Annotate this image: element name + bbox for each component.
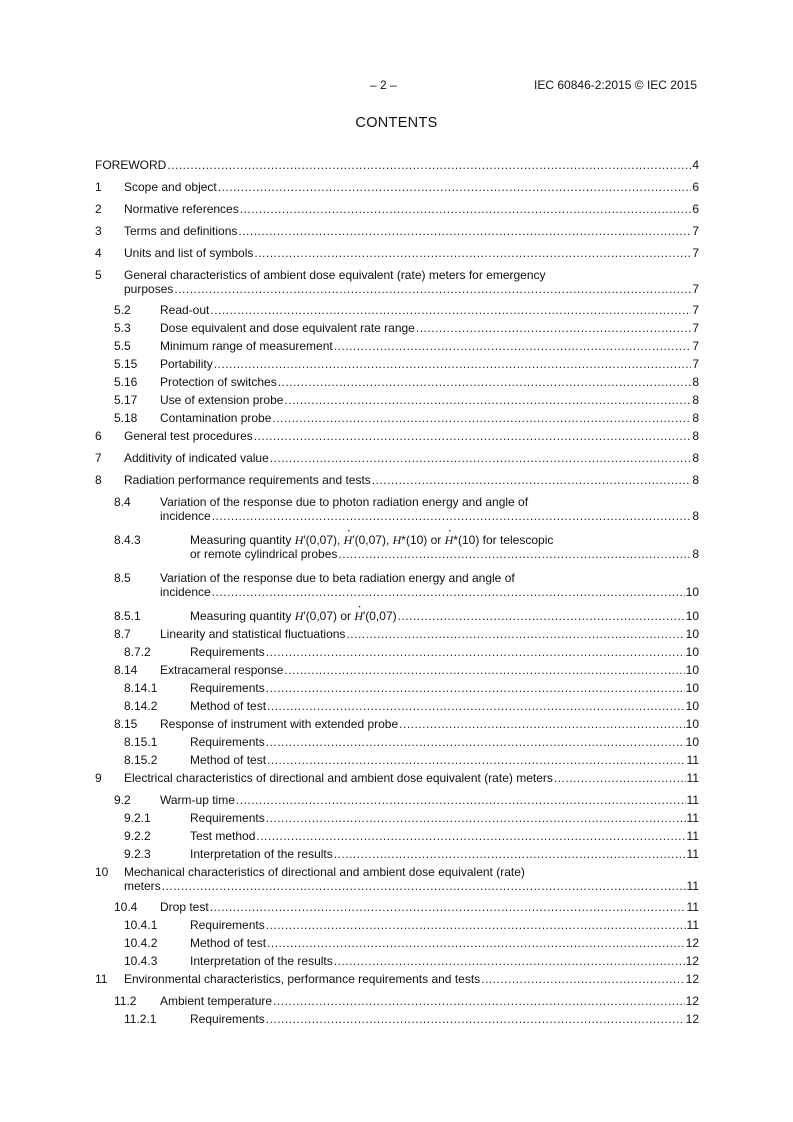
toc-entry-page: 7: [692, 339, 699, 353]
toc-entry[interactable]: [95, 936, 699, 950]
leader-dots: [218, 180, 692, 194]
quantity-symbol-dot: · H: [344, 533, 353, 547]
leader-dots: [266, 1012, 685, 1026]
toc-entry-page: 8: [692, 429, 699, 443]
toc-entry-number: 10.4: [114, 900, 138, 914]
toc-entry-page: 11: [686, 879, 699, 893]
quantity-symbol: H: [294, 609, 304, 623]
leader-dots: [338, 547, 691, 561]
toc-entry-number: 5.17: [114, 393, 138, 407]
leader-dots: [273, 994, 685, 1008]
toc-entry[interactable]: [95, 735, 699, 749]
toc-entry-text: Read-out: [160, 303, 210, 317]
toc-entry[interactable]: [95, 180, 699, 194]
toc-entry-text: Normative references: [124, 202, 239, 216]
toc-entry-number: 5.5: [114, 339, 131, 353]
toc-entry[interactable]: [95, 793, 699, 807]
toc-entry-text: Minimum range of measurement: [160, 339, 333, 353]
toc-entry-number: 5.16: [114, 375, 138, 389]
leader-dots: [399, 717, 684, 731]
leader-dots: [210, 303, 691, 317]
toc-entry-text-line1: Measuring quantity H′(0,07), · H′(0,07), H*(10) or · H*(10) for telescopic: [95, 533, 699, 547]
toc-entry-page: 10: [685, 585, 699, 599]
toc-entry-page: 12: [685, 1012, 699, 1026]
leader-dots: [267, 699, 685, 713]
toc-entry-number: 8.14.2: [124, 699, 158, 713]
toc-entry-number: 9.2.2: [124, 829, 151, 843]
leader-dots: [266, 681, 685, 695]
toc-entry-number: 8.15: [114, 717, 138, 731]
toc-entry-page: 7: [692, 224, 699, 238]
toc-entry-page: 8: [692, 473, 699, 487]
toc-entry-text: Interpretation of the results: [190, 847, 333, 861]
toc-entry[interactable]: [95, 451, 699, 465]
toc-entry-page: 10: [685, 681, 699, 695]
toc-entry[interactable]: [95, 473, 699, 487]
toc-entry-number: 1: [95, 180, 102, 194]
leader-dots: [254, 429, 692, 443]
toc-entry-number: 5: [95, 268, 102, 282]
toc-entry-page: 11: [686, 771, 699, 785]
toc-entry-text: Electrical characteristics of directional and ambient dose equivalent (rate) meters: [124, 771, 553, 785]
toc-entry-text: Environmental characteristics, performance requirements and tests: [124, 972, 481, 986]
toc-entry-text-line1: Variation of the response due to photon radiation energy and angle of: [160, 495, 529, 509]
toc-entry[interactable]: [95, 375, 699, 389]
toc-entry-page: 10: [685, 735, 699, 749]
toc-entry-text-line1: General characteristics of ambient dose equivalent (rate) meters for emergency: [124, 268, 546, 282]
toc-entry-number: 4: [95, 246, 102, 260]
toc-entry-text: Method of test: [190, 753, 267, 767]
toc-entry-number: 8.7.2: [124, 645, 151, 659]
toc-entry[interactable]: [95, 339, 699, 353]
toc-entry-text: Requirements: [190, 681, 265, 695]
toc-entry-page: 10: [685, 609, 699, 623]
toc-entry-number: 8.15.2: [124, 753, 158, 767]
toc-entry-page: 10: [685, 645, 699, 659]
leader-dots: [284, 393, 691, 407]
toc-entry-number: 10.4.1: [124, 918, 158, 932]
leader-dots: [214, 357, 692, 371]
toc-entry-number: 8: [95, 473, 102, 487]
toc-entry[interactable]: [95, 847, 699, 861]
toc-entry[interactable]: [95, 609, 699, 623]
toc-entry[interactable]: [95, 865, 699, 893]
toc-entry-page: 8: [692, 451, 699, 465]
toc-entry-text: Requirements: [190, 811, 265, 825]
leader-dots: [174, 282, 691, 296]
leader-dots: [266, 645, 685, 659]
toc-entry-number: 9: [95, 771, 102, 785]
toc-entry-text: Units and list of symbols: [124, 246, 254, 260]
toc-entry[interactable]: [95, 533, 699, 561]
leader-dots: [210, 900, 686, 914]
page-header-standard: IEC 60846-2:2015 © IEC 2015: [534, 78, 697, 92]
toc-entry-page: 8: [692, 393, 699, 407]
toc-entry[interactable]: [95, 717, 699, 731]
toc-entry[interactable]: [95, 202, 699, 216]
leader-dots: [236, 793, 686, 807]
toc-entry-text: purposes: [124, 282, 174, 296]
leader-dots: [240, 202, 692, 216]
toc-entry[interactable]: [95, 811, 699, 825]
toc-entry-number: 5.2: [114, 303, 131, 317]
toc-entry-text: Additivity of indicated value: [124, 451, 269, 465]
toc-entry-page: 10: [685, 717, 699, 731]
toc-entry[interactable]: [95, 321, 699, 335]
toc-entry[interactable]: [95, 771, 699, 785]
toc-entry-text: Protection of switches: [160, 375, 277, 389]
toc-entry[interactable]: [95, 954, 699, 968]
leader-dots: [267, 753, 685, 767]
toc-entry[interactable]: [95, 1012, 699, 1026]
toc-entry-number: 3: [95, 224, 102, 238]
toc-entry[interactable]: [95, 645, 699, 659]
toc-entry-page: 7: [692, 321, 699, 335]
toc-entry-number: 8.4.3: [114, 533, 141, 547]
leader-dots: [334, 954, 685, 968]
toc-entry[interactable]: [95, 627, 699, 641]
quantity-symbol-dot: · H: [445, 533, 454, 547]
toc-entry-page: 6: [692, 202, 699, 216]
leader-dots: [267, 936, 685, 950]
toc-entry-text: Linearity and statistical fluctuations: [160, 627, 346, 641]
toc-entry-page: 12: [685, 972, 699, 986]
toc-entry-number: 8.5: [114, 571, 131, 585]
table-of-contents: [95, 158, 699, 1026]
toc-entry-text: meters: [124, 879, 161, 893]
toc-entry-text: Requirements: [190, 918, 265, 932]
toc-entry[interactable]: [95, 900, 699, 914]
toc-entry[interactable]: [95, 268, 699, 296]
toc-entry[interactable]: [95, 429, 699, 443]
toc-entry-page: 11: [686, 900, 699, 914]
leader-dots: [278, 375, 692, 389]
toc-entry-text: Contamination probe: [160, 411, 272, 425]
toc-entry[interactable]: [95, 681, 699, 695]
leader-dots: [266, 918, 686, 932]
toc-entry-number: 10: [95, 865, 109, 879]
toc-entry[interactable]: [95, 246, 699, 260]
toc-entry-number: 7: [95, 451, 102, 465]
toc-entry[interactable]: [95, 972, 699, 986]
toc-entry-page: 6: [692, 180, 699, 194]
toc-entry-text: Portability: [160, 357, 213, 371]
toc-entry-number: 8.5.1: [114, 609, 141, 623]
toc-entry[interactable]: [95, 393, 699, 407]
toc-entry-page: 11: [686, 847, 699, 861]
toc-entry-text: Interpretation of the results: [190, 954, 333, 968]
toc-entry-number: 9.2.3: [124, 847, 151, 861]
toc-entry-text: Requirements: [190, 735, 265, 749]
toc-entry-page: 7: [692, 246, 699, 260]
toc-entry[interactable]: [95, 158, 699, 172]
quantity-symbol-dot: · H: [354, 609, 363, 623]
toc-entry-number: 5.3: [114, 321, 131, 335]
leader-dots: [256, 829, 685, 843]
toc-entry-page: 10: [685, 627, 699, 641]
toc-entry-text: Warm-up time: [160, 793, 235, 807]
toc-entry-number: 11: [95, 972, 108, 986]
toc-entry-page: 12: [685, 994, 699, 1008]
toc-entry-number: 2: [95, 202, 102, 216]
toc-entry-text: Requirements: [190, 1012, 265, 1026]
toc-entry-text: Method of test: [190, 936, 267, 950]
toc-entry-number: 10.4.3: [124, 954, 158, 968]
leader-dots: [212, 585, 685, 599]
toc-entry-number: 5.18: [114, 411, 138, 425]
leader-dots: [372, 473, 692, 487]
toc-entry-number: 6: [95, 429, 102, 443]
toc-entry-page: 11: [686, 811, 699, 825]
leader-dots: [346, 627, 684, 641]
leader-dots: [416, 321, 691, 335]
leader-dots: [284, 663, 684, 677]
toc-entry-page: 4: [692, 158, 699, 172]
toc-entry-page: 8: [692, 411, 699, 425]
toc-entry-number: 10.4.2: [124, 936, 158, 950]
toc-entry-number: 8.7: [114, 627, 131, 641]
leader-dots: [334, 339, 692, 353]
toc-entry-number: 8.15.1: [124, 735, 158, 749]
toc-entry-number: 8.4: [114, 495, 131, 509]
toc-entry-text: Use of extension probe: [160, 393, 284, 407]
toc-entry-text: Measuring quantity H′(0,07) or · H′(0,07): [190, 609, 398, 623]
leader-dots: [481, 972, 684, 986]
toc-entry-page: 12: [685, 954, 699, 968]
toc-entry[interactable]: [95, 994, 699, 1008]
leader-dots: [266, 811, 686, 825]
leader-dots: [554, 771, 686, 785]
toc-entry-page: 8: [692, 547, 699, 561]
toc-entry-number: 8.14.1: [124, 681, 158, 695]
toc-entry[interactable]: [95, 753, 699, 767]
toc-entry-number: 9.2: [114, 793, 131, 807]
toc-entry[interactable]: [95, 357, 699, 371]
toc-entry-page: 7: [692, 303, 699, 317]
leader-dots: [398, 609, 685, 623]
leader-dots: [254, 246, 691, 260]
toc-entry-page: 11: [686, 753, 699, 767]
quantity-symbol: H: [392, 533, 402, 547]
toc-entry[interactable]: [95, 918, 699, 932]
toc-entry-page: 10: [685, 699, 699, 713]
leader-dots: [272, 411, 691, 425]
leader-dots: [167, 158, 691, 172]
toc-entry-page: 11: [686, 829, 699, 843]
quantity-symbol: H: [294, 533, 304, 547]
leader-dots: [238, 224, 691, 238]
leader-dots: [212, 509, 692, 523]
toc-entry-number: 8.14: [114, 663, 138, 677]
toc-entry-text: Ambient temperature: [160, 994, 273, 1008]
toc-entry-number: 5.15: [114, 357, 138, 371]
toc-entry-number: 11.2: [114, 994, 137, 1008]
toc-entry-text: General test procedures: [124, 429, 253, 443]
leader-dots: [334, 847, 686, 861]
toc-entry-text: Terms and definitions: [124, 224, 238, 238]
toc-entry[interactable]: [95, 303, 699, 317]
toc-entry[interactable]: [95, 495, 699, 523]
toc-entry-page: 8: [692, 375, 699, 389]
toc-entry[interactable]: [95, 699, 699, 713]
toc-entry-text: Requirements: [190, 645, 265, 659]
leader-dots: [162, 879, 686, 893]
page-header-number: – 2 –: [370, 78, 397, 92]
toc-entry-text: or remote cylindrical probes: [190, 547, 338, 561]
toc-entry-text: FOREWORD: [95, 158, 167, 172]
toc-entry-text: Radiation performance requirements and tests: [124, 473, 371, 487]
toc-entry-text: Drop test: [160, 900, 209, 914]
toc-entry-page: 11: [686, 918, 699, 932]
toc-entry-text: Response of instrument with extended probe: [160, 717, 399, 731]
toc-entry[interactable]: [95, 663, 699, 677]
toc-entry[interactable]: [95, 411, 699, 425]
toc-entry-text: Extracameral response: [160, 663, 284, 677]
leader-dots: [266, 735, 685, 749]
toc-entry-page: 11: [686, 793, 699, 807]
toc-entry-page: 7: [692, 282, 699, 296]
toc-entry-text: incidence: [160, 585, 211, 599]
toc-entry[interactable]: [95, 829, 699, 843]
toc-entry-text: Dose equivalent and dose equivalent rate range: [160, 321, 415, 335]
toc-entry-page: 8: [692, 509, 699, 523]
leader-dots: [270, 451, 692, 465]
toc-entry-number: 9.2.1: [124, 811, 151, 825]
toc-entry-text: Method of test: [190, 699, 267, 713]
toc-entry[interactable]: [95, 224, 699, 238]
toc-entry[interactable]: [95, 571, 699, 599]
toc-entry-page: 10: [685, 663, 699, 677]
toc-entry-text-line1: Variation of the response due to beta radiation energy and angle of: [160, 571, 515, 585]
toc-entry-page: 12: [685, 936, 699, 950]
toc-entry-number: 11.2.1: [124, 1012, 157, 1026]
toc-entry-page: 7: [692, 357, 699, 371]
toc-entry-text: Scope and object: [124, 180, 217, 194]
toc-entry-text: incidence: [160, 509, 211, 523]
page-title: CONTENTS: [355, 115, 438, 131]
toc-entry-text-line1: Mechanical characteristics of directional and ambient dose equivalent (rate): [124, 865, 525, 879]
toc-entry-text: Test method: [190, 829, 256, 843]
